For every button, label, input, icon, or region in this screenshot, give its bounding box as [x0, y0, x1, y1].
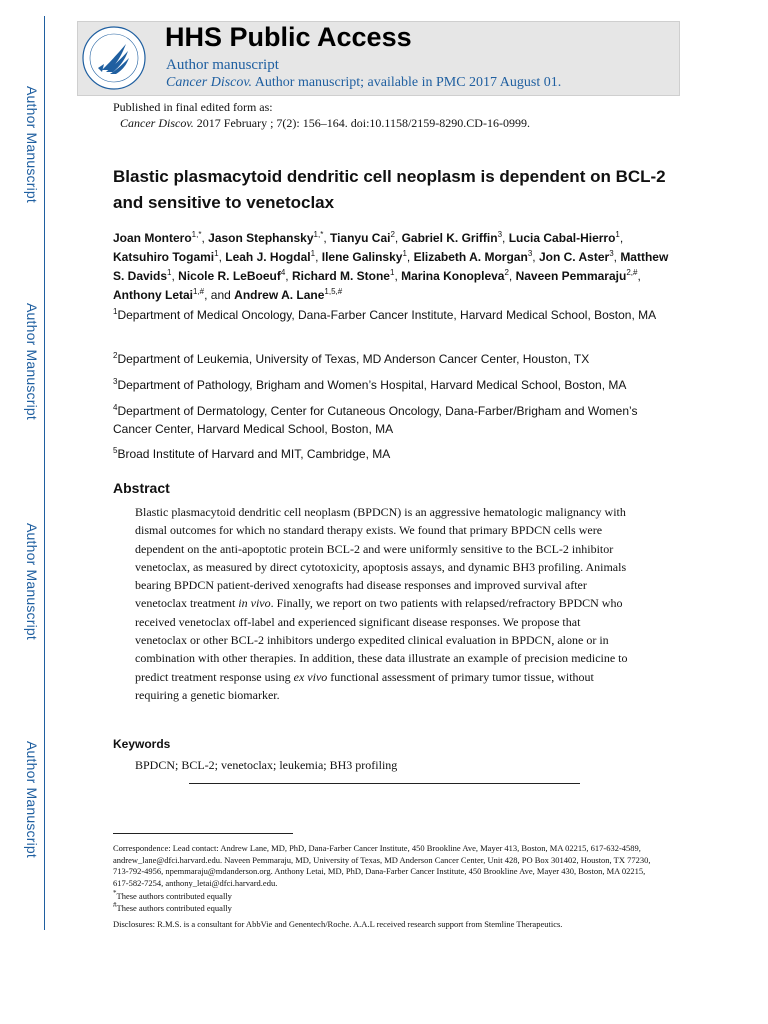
author-affiliation-mark: 1,5,#	[324, 287, 343, 296]
author-affiliation-mark: 2,#	[626, 268, 638, 277]
affiliation-number: 2	[113, 351, 118, 360]
footnote-text: These authors contributed equally	[116, 903, 232, 913]
author-list: Joan Montero$^{1,*}$, Jason Stephansky$^{1,*}$, Tianyu Cai$^2$, Gabriel K. Griffin$^3$, Lucia Cabal-Hierro$^1$, Katsuhiro Togami$^1$, Leah J. Hogdal$^1$, Ilene Galinsky$^1$, Elizabeth A. Morgan$^3$, Jon C. Aster$^3$, Matthew S. Davids$^1$, Nicole R. LeBoeuf$^4$, Richard M. Stone$^1$, Marina Konopleva$^2$, Naveen Pemmaraju$^{2,\#}$, Anthony Letai$^{1,\#}$, and Andrew A. Lane$^{1,5,\#}$	[113, 230, 669, 302]
journal-name: Cancer Discov.	[166, 75, 253, 90]
author-name: Jason Stephansky	[208, 231, 314, 245]
paper-title: Blastic plasmacytoid dendritic cell neoplasm is dependent on BCL-2 and sensitive to venetoclax	[113, 167, 666, 212]
author-affiliation-mark: 3	[527, 249, 533, 258]
affiliation-number: 5	[113, 446, 118, 455]
header-title: HHS Public Access	[165, 22, 412, 52]
author-name: Elizabeth A. Morgan	[413, 250, 528, 264]
footnote-divider	[113, 833, 293, 834]
sidebar-label: Author Manuscript	[24, 523, 40, 641]
equal-contribution-footnote	[113, 903, 658, 915]
author-affiliation-mark: 3	[609, 249, 614, 258]
author-name: Lucia Cabal-Hierro	[508, 231, 616, 245]
author-name: Katsuhiro Togami	[113, 250, 215, 264]
author-affiliation-mark: 1	[389, 268, 395, 277]
author-name: Nicole R. LeBoeuf	[178, 269, 281, 283]
author-name: Marina Konopleva	[401, 269, 505, 283]
abstract-text: functional assessment of primary tumor tissue, without requiring a genetic biomarker.	[135, 669, 594, 702]
abstract-text: Blastic plasmacytoid dendritic cell neoplasm (BPDCN) is an aggressive hematologic malignancy with dismal outcomes for which no standard therapy exists. We found that primary BPDCN cells were dependent on the anti-apoptotic protein BCL-2 and were uniformly sensitive to the BCL-2 inhibitor venetoclax, as measured by direct cytotoxicity, apoptosis assays, and dynamic BH3 profiling. Animals bearing BPDCN patient-derived xenografts had disease responses and improved survival after venetoclax treatment	[135, 505, 627, 611]
author-affiliation-mark: 1	[402, 249, 407, 258]
publication-citation	[120, 116, 530, 131]
abstract-heading: Abstract	[113, 480, 170, 496]
author-name: Joan Montero	[113, 231, 192, 245]
author-name: Ilene Galinsky	[321, 250, 403, 264]
author-affiliation-mark: 4	[280, 268, 286, 277]
author-affiliation-mark: 1,*	[313, 230, 324, 239]
author-name: Matthew S. Davids	[113, 250, 669, 283]
author-affiliation-mark: 1	[167, 268, 172, 277]
availability-text: Author manuscript; available in PMC 2017 August 01.	[252, 75, 562, 90]
published-label: Published in final edited form as:	[113, 100, 273, 114]
affiliation-text: Department of Pathology, Brigham and Women’s Hospital, Harvard Medical School, Boston, MA	[117, 378, 627, 392]
author-affiliation-mark: 1	[214, 249, 219, 258]
abstract-italic: in vivo	[238, 596, 271, 611]
abstract-text: . Finally, we report on two patients with relapsed/refractory BPDCN who received venetoclax off-label and experienced significant disease responses. We propose that venetoclax or other BCL-2 inhibitors undergo expedited clinical evaluation in BPDCN, alone or in combination with other therapies. In addition, these data illustrate an example of precision medicine to predict treatment response using	[135, 596, 628, 684]
author-affiliation-mark: 1,*	[191, 230, 202, 239]
author-name: Anthony Letai	[113, 288, 193, 302]
keywords-list: BPDCN; BCL-2; venetoclax; leukemia; BH3 profiling	[135, 758, 398, 772]
correspondence-footnote: Correspondence: Lead contact: Andrew Lane, MD, PhD, Dana-Farber Cancer Institute, 450 Brookline Ave, Mayer 413, Boston, MA 02215, 617-632-4589, andrew_lane@dfci.harvard.edu. Naveen Pemmaraju, MD, University of Texas, MD Anderson Cancer Center, Unit 428, PO Box 301402, Houston, TX 77230, 713-792-4956, npemmaraju@mdanderson.org. Anthony Letai, MD, PhD, Dana-Farber Cancer Institute, 450 Brookline Ave, Mayer 430, Boston, MA 02215, 617-582-7254, anthony_letai@dfci.harvard.edu.	[113, 843, 651, 888]
affiliation-text: Broad Institute of Harvard and MIT, Cambridge, MA	[117, 447, 391, 461]
sidebar-label: Author Manuscript	[24, 86, 40, 204]
equal-contribution-footnote	[113, 891, 658, 903]
author-name: Jon C. Aster	[538, 250, 610, 264]
affiliation-text: Department of Leukemia, University of Texas, MD Anderson Cancer Center, Houston, TX	[117, 352, 590, 366]
author-name: Andrew A. Lane	[234, 288, 325, 302]
affiliation	[113, 350, 673, 368]
sidebar-rule	[44, 16, 45, 930]
affiliation	[113, 402, 673, 438]
author-affiliation-mark: 2	[390, 230, 395, 239]
hhs-logo-icon	[80, 24, 148, 92]
footnote-mark: *	[113, 889, 117, 898]
author-affiliation-mark: 1	[310, 249, 316, 258]
affiliation	[113, 376, 673, 394]
sidebar-label: Author Manuscript	[24, 303, 40, 421]
author-conjunction: and	[207, 288, 235, 302]
citation-journal: Cancer Discov.	[120, 116, 194, 130]
footnote-text: These authors contributed equally	[116, 891, 232, 901]
footnote-mark: #	[113, 901, 117, 910]
author-name: Leah J. Hogdal	[225, 250, 311, 264]
header-availability	[166, 75, 561, 91]
author-name: Tianyu Cai	[329, 231, 391, 245]
author-affiliation-mark: 3	[497, 230, 503, 239]
author-name: Richard M. Stone	[291, 269, 390, 283]
affiliation	[113, 445, 673, 463]
affiliation	[113, 306, 673, 324]
disclosures-footnote: Disclosures: R.M.S. is a consultant for AbbVie and Genentech/Roche. A.A.L received research support from Stemline Therapeutics.	[113, 919, 563, 929]
author-name: Naveen Pemmaraju	[515, 269, 627, 283]
header-subtitle: Author manuscript	[166, 57, 279, 73]
keywords-heading: Keywords	[113, 737, 171, 751]
affiliation-number: 3	[113, 377, 118, 386]
affiliation-text: Department of Dermatology, Center for Cutaneous Oncology, Dana-Farber/Brigham and Women’s Cancer Center, Harvard Medical School, Boston, MA	[113, 404, 638, 436]
affiliation-number: 4	[113, 403, 118, 412]
affiliation-text: Department of Medical Oncology, Dana-Farber Cancer Institute, Harvard Medical School, Boston, MA	[117, 308, 657, 322]
sidebar-label: Author Manuscript	[24, 741, 40, 859]
section-divider	[189, 783, 580, 784]
abstract-italic: ex vivo	[293, 669, 328, 684]
author-affiliation-mark: 2	[504, 268, 509, 277]
author-affiliation-mark: 1	[615, 230, 620, 239]
affiliation-number: 1	[113, 307, 118, 316]
author-name: Gabriel K. Griffin	[401, 231, 498, 245]
author-affiliation-mark: 1,#	[193, 287, 205, 296]
abstract-body	[135, 503, 635, 704]
citation-details: 2017 February ; 7(2): 156–164. doi:10.1158/2159-8290.CD-16-0999.	[193, 116, 530, 130]
